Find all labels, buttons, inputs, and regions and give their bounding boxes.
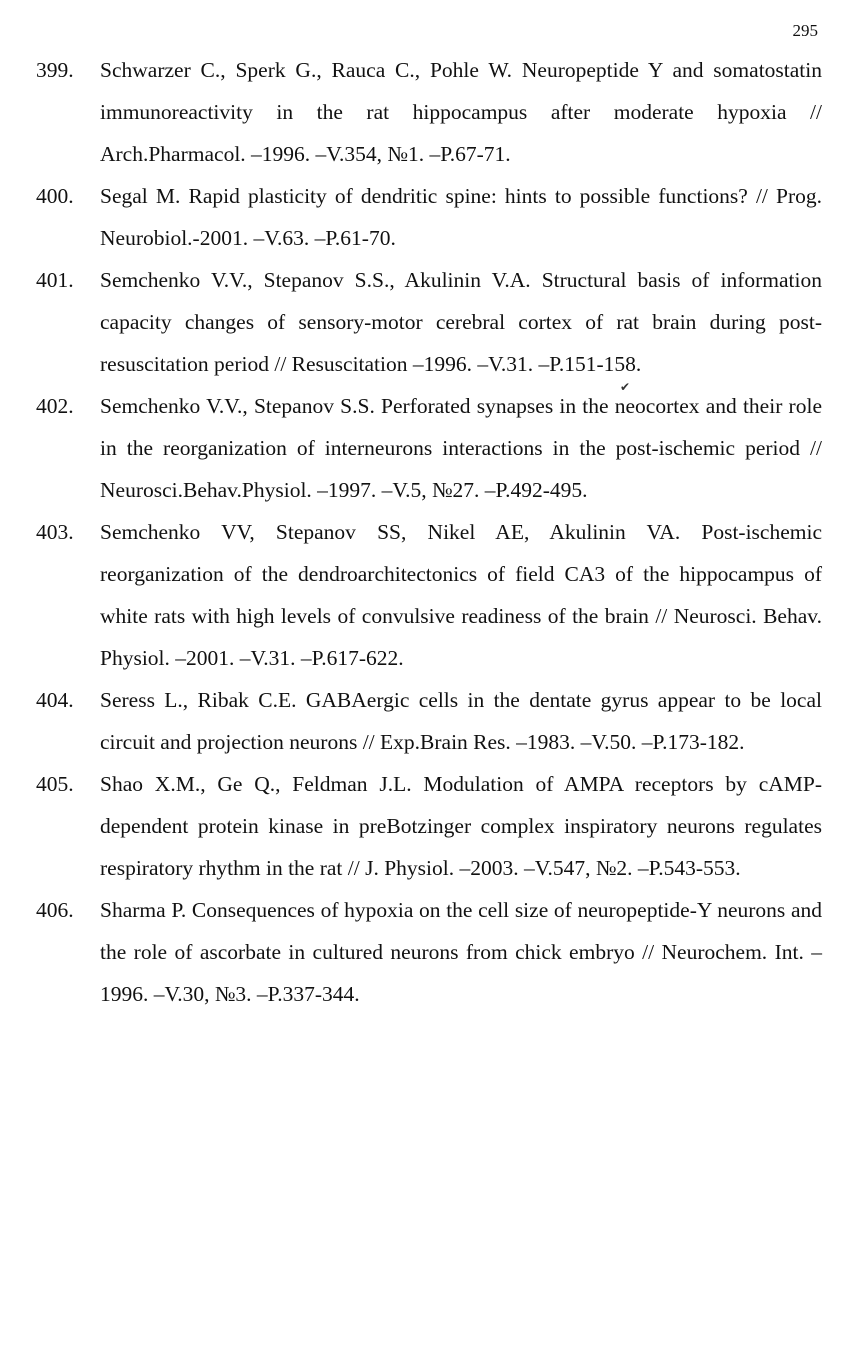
reference-number: 403. [36, 520, 74, 544]
reference-item [36, 385, 822, 511]
reference-number: 404. [36, 688, 74, 712]
reference-item [36, 175, 822, 259]
reference-number: 401. [36, 268, 74, 292]
reference-text: Schwarzer C., Sperk G., Rauca C., Pohle W. Neuropeptide Y and somatostatin immunoreactivity in the rat hippocampus after moderate hypoxia // Arch.Pharmacol. –1996. –V.354, №1. –P.67-71. [100, 58, 822, 166]
page-number: 295 [792, 21, 818, 40]
reference-text: Semchenko VV, Stepanov SS, Nikel AE, Akulinin VA. Post-ischemic reorganization of the dendroarchitectonics of field CA3 of the hippocampus of white rats with high levels of convulsive readiness of the brain // Neurosci. Behav. Physiol. –2001. –V.31. –P.617-622. [100, 520, 822, 670]
reference-text: Sharma P. Consequences of hypoxia on the cell size of neuropeptide-Y neurons and the role of ascorbate in cultured neurons from chick embryo // Neurochem. Int. –1996. –V.30, №3. –P.337-344. [100, 898, 822, 1006]
stray-mark: ✔ [620, 380, 631, 394]
reference-item [36, 259, 822, 385]
reference-number: 402. [36, 394, 74, 418]
reference-item [36, 679, 822, 763]
reference-item [36, 889, 822, 1015]
reference-item [36, 511, 822, 679]
reference-number: 399. [36, 58, 74, 82]
reference-list [36, 49, 822, 1015]
reference-text: Semchenko V.V., Stepanov S.S. Perforated synapses in the neocortex and their role in the reorganization of interneurons interactions in the post-ischemic period // Neurosci.Behav.Physiol. –1997. –V.5, №27. –P.492-495. [100, 394, 822, 502]
reference-text: Segal M. Rapid plasticity of dendritic spine: hints to possible functions? // Prog. Neurobiol.-2001. –V.63. –P.61-70. [100, 184, 822, 250]
reference-item [36, 763, 822, 889]
reference-item [36, 49, 822, 175]
reference-number: 400. [36, 184, 74, 208]
reference-number: 406. [36, 898, 74, 922]
reference-number: 405. [36, 772, 74, 796]
reference-text: Semchenko V.V., Stepanov S.S., Akulinin V.A. Structural basis of information capacity changes of sensory-motor cerebral cortex of rat brain during post-resuscitation period // Resuscitation –1996. –V.31. –P.151-158. [100, 268, 822, 376]
reference-text: Seress L., Ribak C.E. GABAergic cells in the dentate gyrus appear to be local circuit and projection neurons // Exp.Brain Res. –1983. –V.50. –P.173-182. [100, 688, 822, 754]
reference-text: Shao X.M., Ge Q., Feldman J.L. Modulation of AMPA receptors by cAMP-dependent protein kinase in preBotzinger complex inspiratory neurons regulates respiratory rhythm in the rat // J. Physiol. –2003. –V.547, №2. –P.543-553. [100, 772, 822, 880]
